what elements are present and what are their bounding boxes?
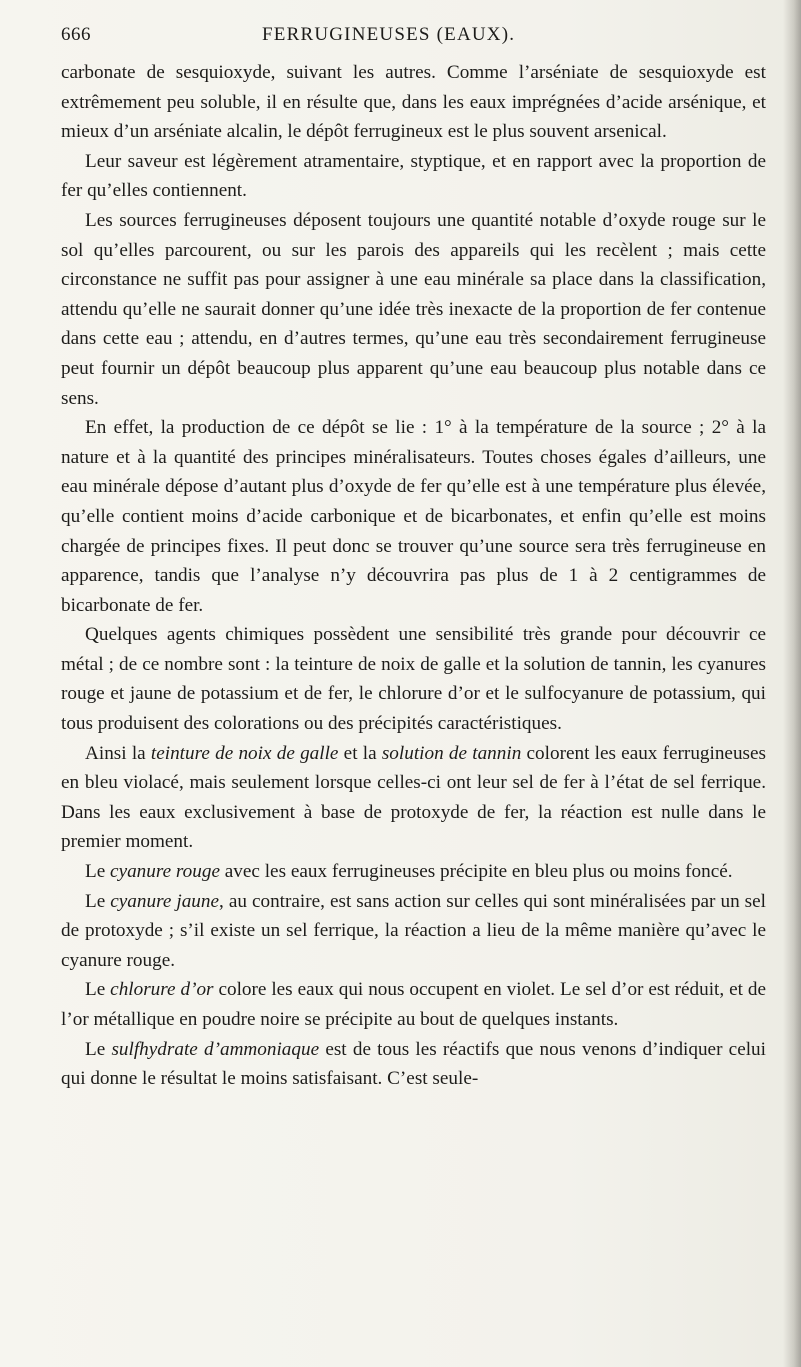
text-run: Les sources ferrugineuses déposent toujours une quantité notable d’oxyde rouge sur le sol qu’elles parcourent, ou sur les parois des appareils qui les recèlent ; mais cette circonstance ne suffit pas pour assigner à une eau minérale sa place dans la classification, attendu qu’elle ne saurait donner qu’une idée très inexacte de la proportion de fer contenue dans cette eau ; attendu, en d’autres termes, qu’une eau très secondairement ferrugineuse peut fournir un dépôt beaucoup plus apparent qu’une eau beaucoup plus notable dans ce sens. <box>61 209 766 409</box>
text-run: Ainsi la <box>85 742 151 764</box>
text-run: avec les eaux ferrugineuses précipite en bleu plus ou moins foncé. <box>219 861 733 883</box>
text-run: est de tous les réactifs que nous venons d’indiquer celui qui donne le résultat le moins satisfaisant. C’est seule- <box>61 1038 766 1090</box>
text-run: Le <box>85 1038 112 1060</box>
paragraph <box>61 975 766 1034</box>
page-edge-shadow <box>783 0 801 1367</box>
text-run: et la <box>338 742 382 764</box>
paragraph <box>61 739 766 857</box>
text-run: Le <box>85 979 111 1001</box>
paragraph <box>61 857 766 887</box>
text-run: colore les eaux qui nous occupent en violet. Le sel d’or est réduit, et de l’or métallique en poudre noire se précipite au bout de quelques instants. <box>61 979 766 1030</box>
paragraph <box>61 1035 766 1094</box>
paragraph <box>61 620 766 738</box>
paragraph <box>61 147 766 206</box>
text-run: Leur saveur est légèrement atramentaire, styptique, et en rapport avec la proportion de fer qu’elles contiennent. <box>61 150 766 202</box>
text-run: En effet, la production de ce dépôt se lie : 1° à la température de la source ; 2° à la nature et à la quantité des principes minéralisateurs. Toutes choses égales d’ailleurs, une eau minérale dépose d’autant plus d’oxyde de fer qu’elle est à une température plus élevée, qu’elle contient moins d’acide carbonique et de bicarbonates, et enfin qu’elle est moins chargée de principes fixes. Il peut donc se trouver qu’une source sera très ferrugineuse en apparence, tandis que l’analyse n’y découvrira pas plus de 1 à 2 centigrammes de bicarbonate de fer. <box>61 417 766 616</box>
text-run: Le <box>85 890 111 912</box>
text-run: colorent les eaux ferrugineuses en bleu violacé, mais seulement lorsque celles-ci ont leur sel de fer à l’état de sel ferrique. Dans les eaux exclusivement à base de protoxyde de fer, la réaction est nulle dans le premier moment. <box>61 742 766 853</box>
text-run: , au contraire, est sans action sur celles qui sont minéralisées par un sel de protoxyde ; s’il existe un sel ferrique, la réaction a lieu de la même manière qu’avec le cyanure rouge. <box>61 890 766 971</box>
italic-term: sulfhydrate d’ammoniaque <box>111 1038 320 1060</box>
paragraph <box>61 58 766 147</box>
paragraph <box>61 206 766 413</box>
italic-term: chlorure d’or <box>110 979 214 1001</box>
body-text <box>61 58 766 1094</box>
paragraph <box>61 413 766 620</box>
italic-term: cyanure rouge <box>110 861 220 883</box>
running-head: FERRUGINEUSES (EAUX). <box>262 24 516 45</box>
italic-term: solution de tannin <box>381 742 522 764</box>
paragraph <box>61 887 766 976</box>
text-run: Quelques agents chimiques possèdent une sensibilité très grande pour découvrir ce métal ; de ce nombre sont : la teinture de noix de galle et la solution de tannin, les cyanures rouge et jaune de potassium et de fer, le chlorure d’or et le sulfocyanure de potassium, qui tous produisent des colorations ou des précipités caractéristiques. <box>61 624 766 735</box>
text-run: Le <box>85 861 111 883</box>
page-header <box>0 22 801 52</box>
italic-term: cyanure jaune <box>110 890 220 912</box>
text-run: carbonate de sesquioxyde, suivant les autres. Comme l’arséniate de sesquioxyde est extrêmement peu soluble, il en résulte que, dans les eaux imprégnées d’acide arsénique, et mieux d’un arséniate alcalin, le dépôt ferrugineux est le plus souvent arsenical. <box>61 62 766 143</box>
italic-term: teinture de noix de galle <box>150 742 339 764</box>
page-number: 666 <box>61 24 91 45</box>
